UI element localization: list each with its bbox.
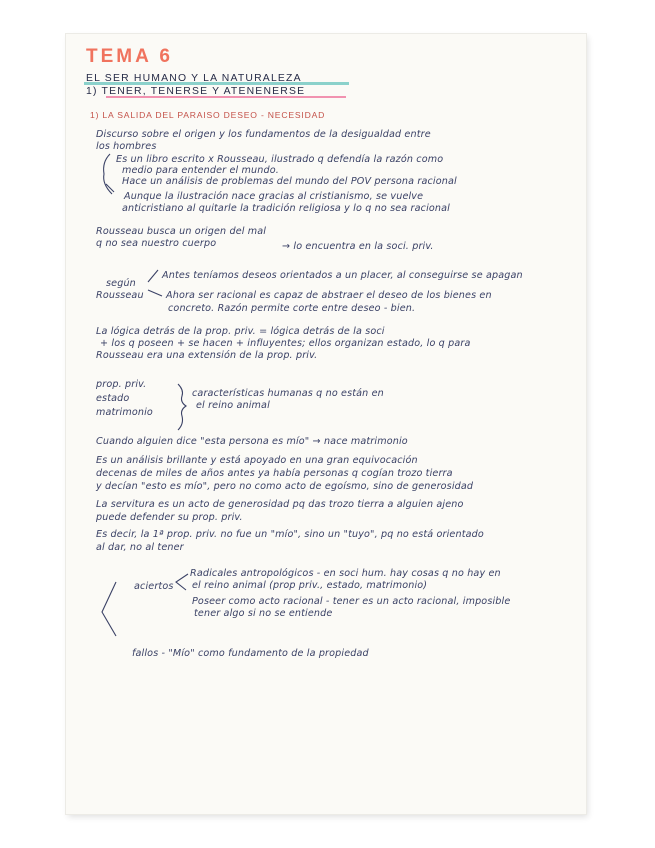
text-line: características humanas q no están en [192,388,384,399]
text-line: Cuando alguien dice "esta persona es mío" → nace matrimonio [96,436,408,447]
text-line: puede defender su prop. priv. [96,512,243,523]
text-line: aciertos [134,581,174,592]
text-line: Poseer como acto racional - tener es un acto racional, imposible [192,596,511,607]
text-line: los hombres [96,141,157,152]
text-line: → lo encuentra en la soci. priv. [282,241,434,252]
brace-left-big [102,582,116,636]
text-line: Ahora ser racional es capaz de abstraer el deseo de los bienes en [166,290,492,301]
text-line: estado [96,393,130,404]
subtitle-section: 1) TENER, TENERSE Y ATENENERSE [86,86,306,97]
notebook-page [66,34,586,814]
text-line: Aunque la ilustración nace gracias al cristianismo, se vuelve [124,191,424,202]
text-line: prop. priv. [96,379,147,390]
text-line: medio para entender el mundo. [122,165,279,176]
text-line: fallos - "Mío" como fundamento de la propiedad [132,648,369,659]
text-line: anticristiano al quitarle la tradición religiosa y lo q no sea racional [122,203,450,214]
text-line: Radicales antropológicos - en soci hum. hay cosas q no hay en [190,568,501,579]
subtitle-topic: EL SER HUMANO Y LA NATURALEZA [86,73,302,84]
text-line: Es un libro escrito x Rousseau, ilustrado q defendía la razón como [116,154,444,165]
text-line: Antes teníamos deseos orientados a un placer, al conseguirse se apagan [162,270,523,281]
brace-rousseau [104,154,112,194]
text-line: + los q poseen + se hacen + influyentes; ellos organizan estado, lo q para [100,338,471,349]
page-title: TEMA 6 [86,46,173,67]
brace-characteristics [178,384,186,430]
section-heading: 1) LA SALIDA DEL PARAISO DESEO - NECESIDAD [90,110,326,120]
text-line: y decían "esto es mío", pero no como acto de egoísmo, sino de generosidad [96,481,474,492]
text-line: q no sea nuestro cuerpo [96,238,217,249]
text-line: Rousseau [96,290,144,301]
text-line: Hace un análisis de problemas del mundo del POV persona racional [122,176,457,187]
text-line: Es decir, la 1ª prop. priv. no fue un "mío", sino un "tuyo", pq no está orientado [96,529,484,540]
text-line: concreto. Razón permite corte entre deseo - bien. [168,303,416,314]
text-line: Es un análisis brillante y está apoyado en una gran equivocación [96,455,418,466]
text-line: decenas de miles de años antes ya había personas q cogían trozo tierra [96,468,453,479]
text-line: La servitura es un acto de generosidad pq das trozo tierra a alguien ajeno [96,499,464,510]
text-line: Rousseau busca un origen del mal [96,226,267,237]
text-line: La lógica detrás de la prop. priv. = lógica detrás de la soci [96,326,385,337]
arrow-segun [148,270,162,296]
brace-aciertos [176,574,188,590]
text-line: matrimonio [96,407,153,418]
text-line: el reino animal (prop priv., estado, matrimonio) [192,580,428,591]
text-line: el reino animal [196,400,270,411]
text-line: Rousseau era una extensión de la prop. priv. [96,350,318,361]
text-line: Discurso sobre el origen y los fundamentos de la desigualdad entre [96,129,431,140]
text-line: tener algo si no se entiende [194,608,333,619]
text-line: según [106,278,136,289]
arrow-rousseau [106,184,114,192]
text-line: al dar, no al tener [96,542,184,553]
